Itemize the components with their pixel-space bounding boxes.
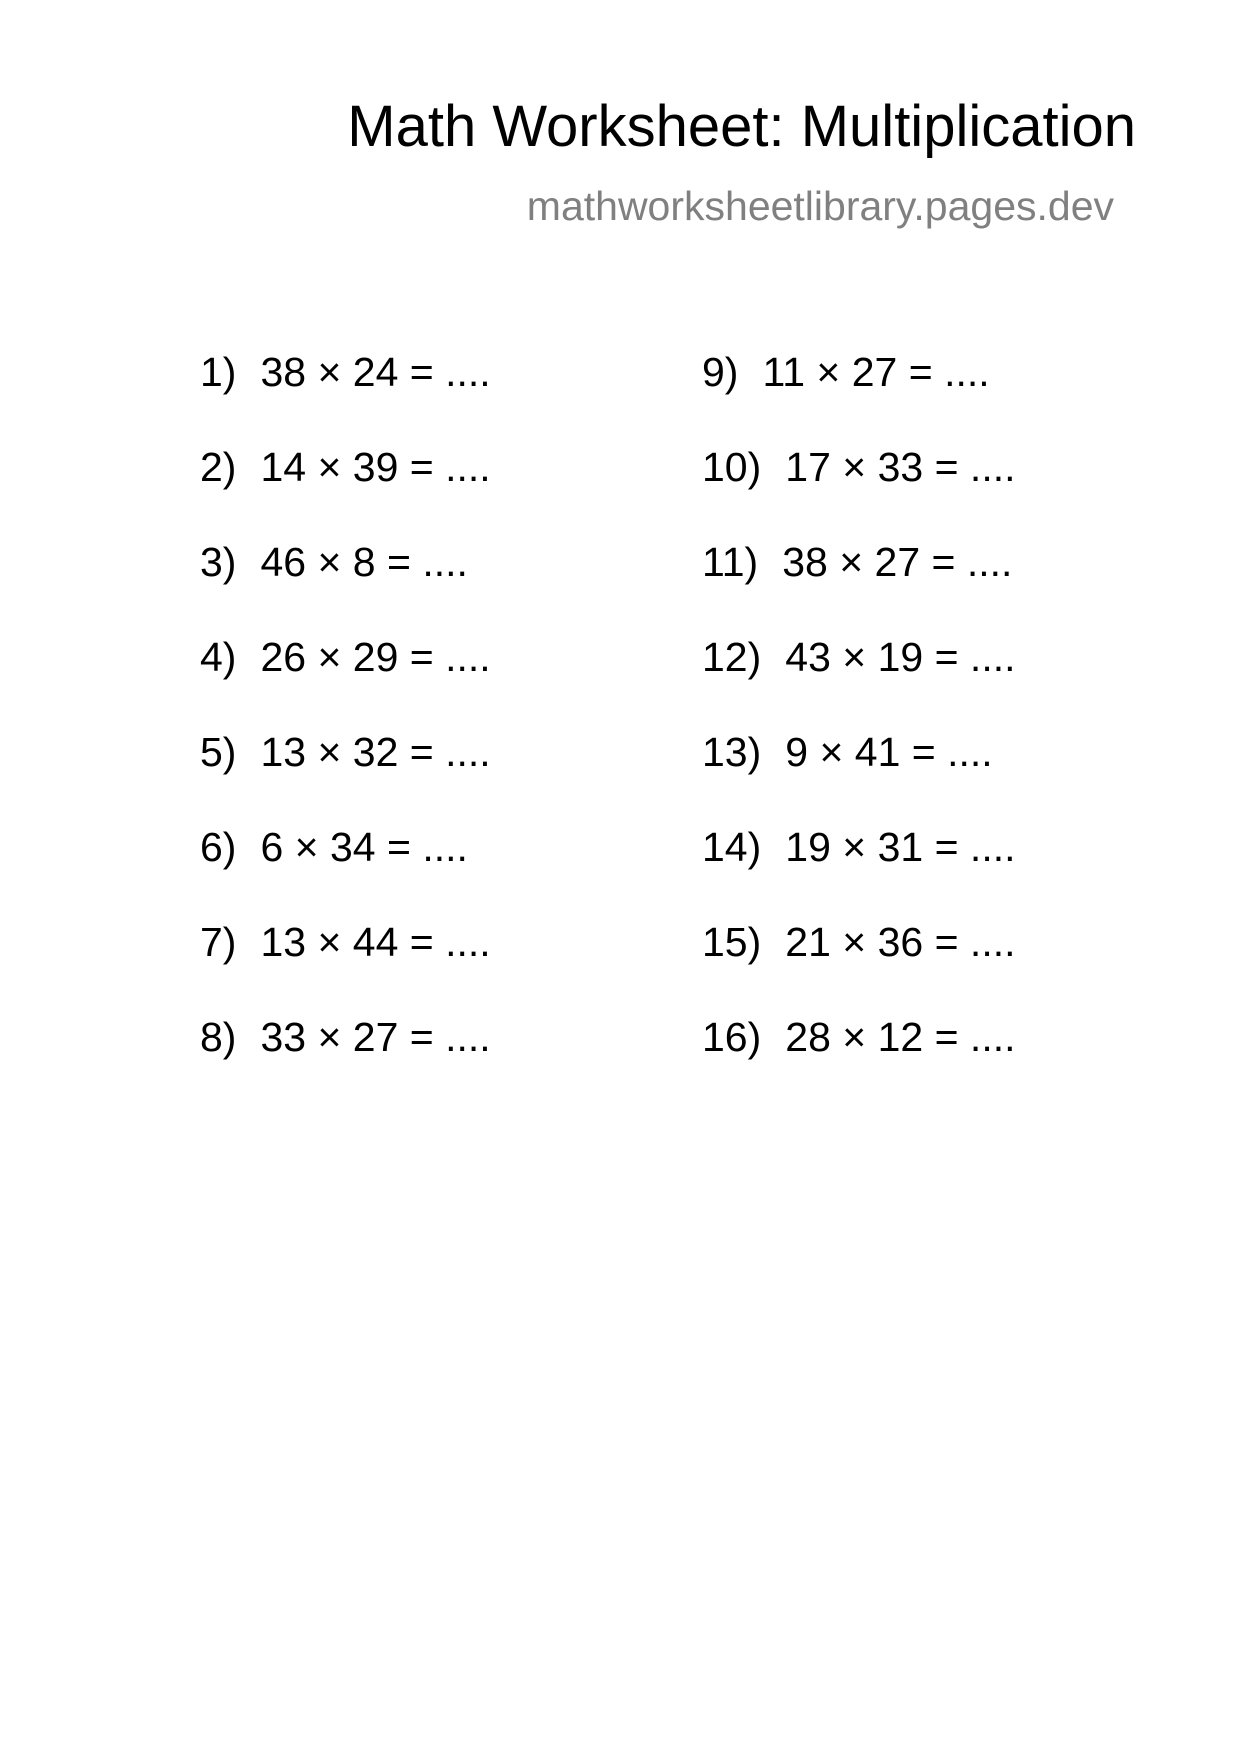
page-title: Math Worksheet: Multiplication xyxy=(347,94,1136,159)
problem-number: 9) xyxy=(702,349,739,395)
problem-item xyxy=(702,539,1016,637)
problem-number: 16) xyxy=(702,1014,762,1060)
problem-item xyxy=(200,824,491,922)
problem-item xyxy=(200,729,491,827)
problems-column-right xyxy=(702,349,1016,1112)
problem-item xyxy=(200,349,491,447)
problem-number: 10) xyxy=(702,444,762,490)
problem-expression: 21 × 36 = .... xyxy=(785,919,1016,965)
problem-expression: 43 × 19 = .... xyxy=(785,634,1016,680)
problem-number: 12) xyxy=(702,634,762,680)
problem-number: 13) xyxy=(702,729,762,775)
problem-item xyxy=(702,634,1016,732)
problem-number: 4) xyxy=(200,634,237,680)
problem-item xyxy=(200,539,491,637)
problem-number: 1) xyxy=(200,349,237,395)
problem-item xyxy=(200,1014,491,1112)
problem-expression: 11 × 27 = .... xyxy=(762,349,990,395)
problem-item xyxy=(702,824,1016,922)
problem-expression: 13 × 44 = .... xyxy=(260,919,491,965)
problem-item xyxy=(702,729,1016,827)
problem-expression: 26 × 29 = .... xyxy=(260,634,491,680)
website-url: mathworksheetlibrary.pages.dev xyxy=(526,183,1114,229)
problem-item xyxy=(702,919,1016,1017)
problem-expression: 17 × 33 = .... xyxy=(785,444,1016,490)
problem-number: 7) xyxy=(200,919,237,965)
problems-column-left xyxy=(200,349,491,1112)
problem-item xyxy=(702,444,1016,542)
problem-item xyxy=(200,634,491,732)
problem-item xyxy=(200,919,491,1017)
problem-item xyxy=(200,444,491,542)
problem-number: 8) xyxy=(200,1014,237,1060)
problem-expression: 13 × 32 = .... xyxy=(260,729,491,775)
problem-item xyxy=(702,1014,1016,1112)
problem-number: 14) xyxy=(702,824,762,870)
problem-item xyxy=(702,349,1016,447)
problem-expression: 6 × 34 = .... xyxy=(260,824,468,870)
problem-expression: 46 × 8 = .... xyxy=(260,539,468,585)
problem-number: 3) xyxy=(200,539,237,585)
problem-expression: 38 × 24 = .... xyxy=(260,349,491,395)
problem-number: 6) xyxy=(200,824,237,870)
problem-number: 15) xyxy=(702,919,762,965)
problem-number: 11) xyxy=(702,539,759,585)
problem-expression: 28 × 12 = .... xyxy=(785,1014,1016,1060)
problem-expression: 19 × 31 = .... xyxy=(785,824,1016,870)
problem-number: 5) xyxy=(200,729,237,775)
problem-number: 2) xyxy=(200,444,237,490)
problem-expression: 38 × 27 = .... xyxy=(782,539,1013,585)
problem-expression: 33 × 27 = .... xyxy=(260,1014,491,1060)
problem-expression: 14 × 39 = .... xyxy=(260,444,491,490)
problem-expression: 9 × 41 = .... xyxy=(785,729,993,775)
